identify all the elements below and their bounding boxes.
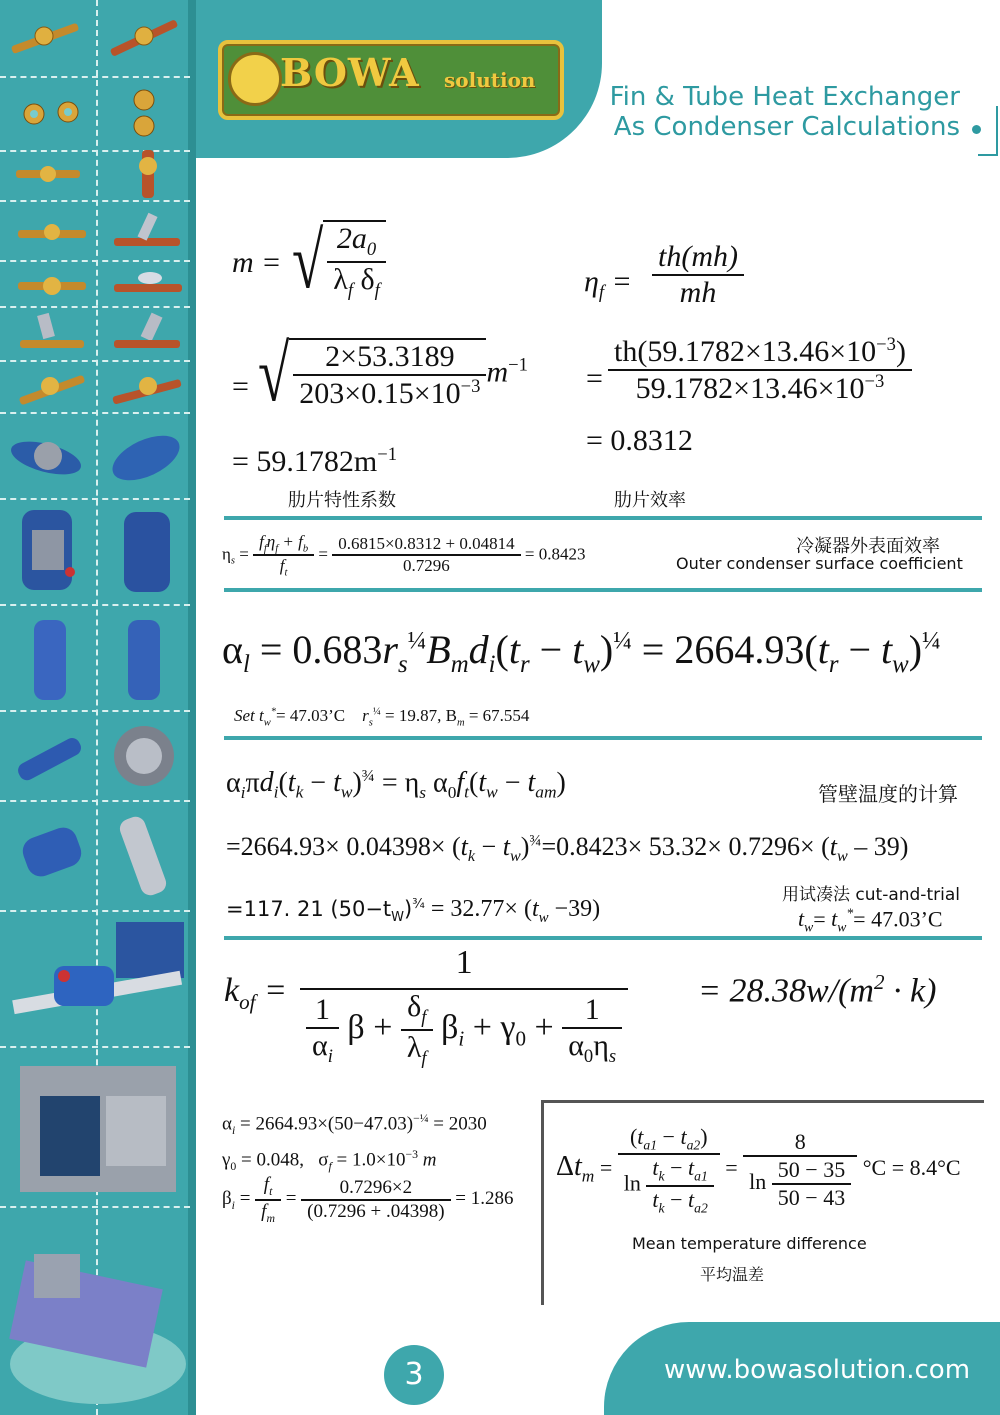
formula-m-eq-sign: = <box>232 370 249 403</box>
condensing-unit-icon <box>10 1056 186 1202</box>
section-divider <box>224 516 982 520</box>
page-number: 3 <box>384 1345 444 1405</box>
oil-separator-icon <box>6 420 92 494</box>
formula-k-definition: 1 $\frac{1}{\alpha_i}$ β + $\frac{\delta_f}{\lambda_f}$ $\beta_i + \gamma_0$ + $\frac{1}{\alpha_0\eta_s}$ <box>300 944 628 1070</box>
caption-surface-en: Outer condenser surface coefficient <box>676 554 963 573</box>
formula-delta-tm: $\Delta t_m$ = $(t_{a1} - t_{a2})$ ln $\frac{t_k - t_{a1}}{t_k - t_{a2}}$ = 8 ln $\frac{50 - 35}{50 - 43}$ °C = 8.4°C <box>556 1124 961 1216</box>
solenoid-valve-icon <box>14 310 90 358</box>
formula-wall-simplified: =117. 21 $(50-t_W)^{\frac{3}{4}} = 32.77\times (t_w -39)$ <box>226 896 601 926</box>
brand-suffix: solution <box>444 68 536 92</box>
caption-wall-temperature: 管壁温度的计算 <box>818 782 958 806</box>
page-title-line2: As Condenser Calculations <box>613 112 960 142</box>
caption-mean-temp-en: Mean temperature difference <box>632 1234 867 1253</box>
caption-surface-cn: 冷凝器外表面效率 <box>796 536 940 557</box>
sight-glass-icon <box>110 82 180 142</box>
shell-tube-icon <box>104 716 184 796</box>
section-divider <box>224 588 982 592</box>
formula-eta-eq-sign: = <box>586 362 603 395</box>
condensing-unit-icon <box>4 916 188 1042</box>
formula-m-label: m = <box>232 246 282 279</box>
website-link[interactable]: www.bowasolution.com <box>664 1355 971 1385</box>
logo-emblem-icon <box>228 52 282 106</box>
formula-eta-result: = 0.8312 <box>586 424 693 457</box>
ball-valve-icon <box>10 154 90 194</box>
sight-glass-icon <box>10 86 90 142</box>
filter-drier-icon <box>26 610 76 706</box>
shell-tube-icon <box>10 806 90 906</box>
caption-fin-parameter: 肋片特性系数 <box>288 490 396 511</box>
brass-valve-icon <box>6 8 92 68</box>
caption-mean-temp-cn: 平均温差 <box>700 1265 765 1284</box>
filter-drier-icon <box>6 720 94 796</box>
formula-alpha-set-values: Set $t_w^*=$ 47.03’C $r_s^{\frac{1}{4}} = 19.87$, $B_m = 67.554$ <box>234 706 530 729</box>
caption-cut-and-trial: 用试凑法 cut-and-trial <box>782 885 960 905</box>
formula-eta-f-definition: $\frac{th(mh)}{mh}$ <box>652 240 744 310</box>
formula-k-result: = $28.38w/(m^2 \cdot k)$ <box>698 970 937 1010</box>
formula-m-definition: √ $\frac{2a_0}{\lambda_f \delta_f}$ <box>292 220 386 302</box>
brand-name: BOWA <box>280 50 420 95</box>
filter-drier-icon <box>120 610 170 706</box>
ball-valve-icon <box>118 148 178 200</box>
ball-valve-icon <box>108 366 188 408</box>
oil-separator-icon <box>104 420 186 492</box>
formula-m-result: = $59.1782m^{-1}$ <box>232 444 398 478</box>
formula-alpha-i: $\alpha_i = 2664.93\times(50-47.03)^{-\frac{1}{4}} = 2030$ <box>222 1112 487 1138</box>
formula-alpha-condensation: $\alpha_l = 0.683r_s^{\frac{1}{4}}B_md_i(t_r - t_w)^{\frac{1}{4}} = 2664.93(t_r - t_w)^{\frac{1}{4}}$ <box>222 627 941 678</box>
container-unit-icon <box>2 1214 190 1410</box>
shell-tube-icon <box>112 806 182 906</box>
sidebar-product-strip <box>0 0 196 1415</box>
caption-fin-efficiency: 肋片效率 <box>614 490 686 511</box>
brass-valve-icon <box>104 8 188 68</box>
ball-valve-icon <box>14 364 90 410</box>
accumulator-icon <box>116 504 178 598</box>
formula-wall-substitution: $=2664.93\times 0.04398\times (t_k - t_w)^{\frac{3}{4}}=0.8423\times 53.32\times 0.7296\times (t_w - 39)$ <box>226 832 909 866</box>
formula-beta-i: $\beta_i$ = $\frac{f_t}{f_m}$ = $\frac{0.7296\times 2}{(0.7296 + .04398)}$ = 1.286 <box>222 1174 514 1225</box>
section-divider <box>224 936 982 940</box>
formula-eta-substitution: $\frac{th(59.1782\times 13.46\times 10^{-3})}{59.1782\times 13.46\times 10^{-3}}$ <box>608 334 912 406</box>
formula-gamma-sigma: $\gamma_0 = 0.048$, $\sigma_f = 1.0\times 10^{-3}$ m <box>222 1148 437 1174</box>
solenoid-valve-icon <box>14 212 90 252</box>
formula-m-substitution: √ $\frac{2\times 53.3189}{203\times 0.15\times 10^{-3}}$ $m^{-1}$ <box>258 330 528 419</box>
formula-wall-balance: $\alpha_i\pi d_i(t_k - t_w)^{\frac{3}{4}} = \eta_s$ $\alpha_0f_t(t_w - t_{am})$ <box>226 766 566 802</box>
page-title-line1: Fin & Tube Heat Exchanger <box>609 82 960 112</box>
formula-k-label: $k_{of}$ = <box>224 972 287 1014</box>
check-valve-icon <box>14 268 90 302</box>
formula-surface-efficiency: $\eta_s$ = $\frac{f_f\eta_f + f_b}{f_t}$ = $\frac{0.6815\times 0.8312 + 0.04814}{0.7296}$ = 0.8423 <box>222 532 586 579</box>
formula-eta-f-label: $\eta_f$ = <box>584 265 632 303</box>
solenoid-valve-icon <box>108 310 188 358</box>
title-bracket-decoration <box>978 106 998 156</box>
formula-trial-result: $t_w= t_w^*=$ 47.03’C <box>798 906 943 935</box>
check-valve-icon <box>110 264 186 302</box>
section-divider <box>224 736 982 740</box>
accumulator-icon <box>14 500 84 600</box>
solenoid-valve-icon <box>108 208 188 256</box>
